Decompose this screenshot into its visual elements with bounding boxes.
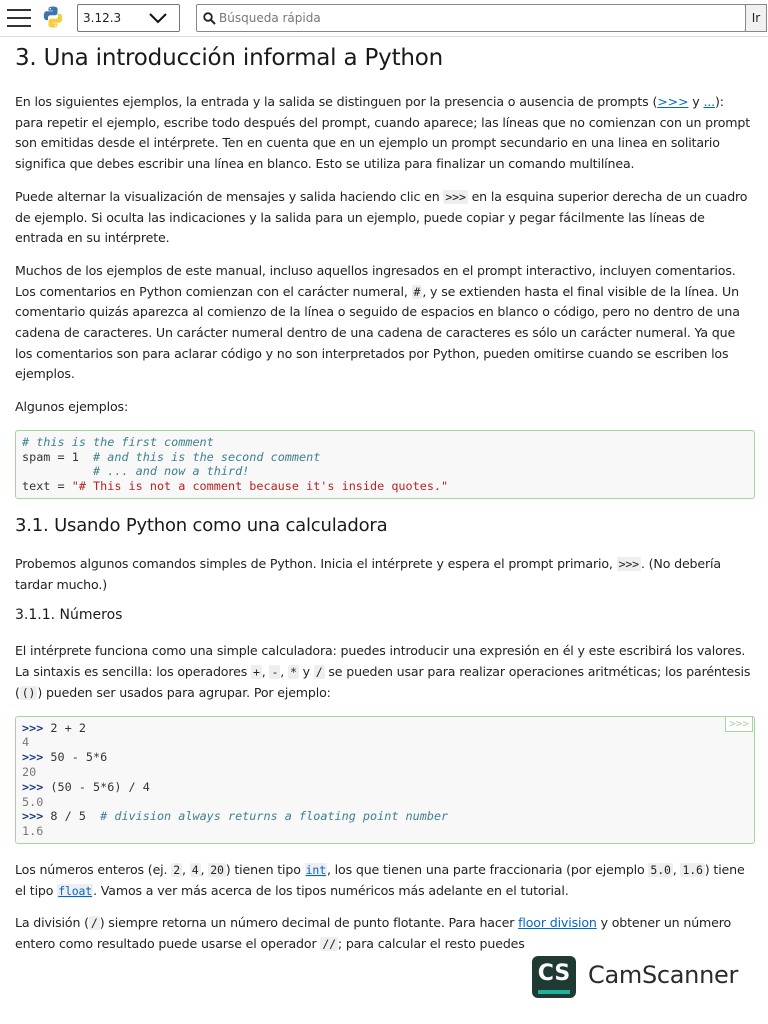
floor-division-link[interactable]: floor division xyxy=(518,915,597,931)
code-text: text = xyxy=(22,479,72,494)
code-prompt: >>> xyxy=(22,750,44,765)
text: , xyxy=(672,861,681,877)
subsection-paragraph xyxy=(15,641,755,703)
text: , los que tienen una parte fraccionaria (por ejemplo xyxy=(326,861,649,877)
intro-paragraph-3 xyxy=(15,261,755,385)
code-text: 8 / 5 xyxy=(50,809,101,824)
text: , xyxy=(182,861,190,877)
text: , xyxy=(200,861,209,877)
ellipsis-link[interactable]: ... xyxy=(703,94,716,109)
text: ) tienen tipo xyxy=(225,861,305,877)
inline-code: 2 xyxy=(173,862,180,877)
text: Probemos algunos comandos simples de Python. Inicia el intérprete y espera el prompt primario, xyxy=(15,556,617,572)
code-comment: # this is the first comment xyxy=(22,434,214,449)
go-button[interactable]: Ir xyxy=(745,4,767,32)
text: ; para calcular el resto puedes xyxy=(337,936,525,952)
toggle-prompt-button[interactable]: >>> xyxy=(725,717,753,732)
code-text xyxy=(22,464,93,478)
text: , xyxy=(280,664,288,680)
code-comment: # division always returns a floating point number xyxy=(100,809,449,824)
inline-code: 4 xyxy=(191,862,199,877)
text: y xyxy=(298,664,314,680)
code-output: 20 xyxy=(22,764,37,779)
inline-code: 5.0 xyxy=(650,862,671,877)
text: El intérprete funciona como una simple calculadora: puedes introducir una expresión en él y este escribirá los valores. La sintaxis es sencilla: los operadores xyxy=(15,643,746,680)
inline-code: 20 xyxy=(210,862,224,877)
page-title: 3. Una introducción informal a Python xyxy=(15,45,444,71)
text: en la esquina superior derecha de un cuadro de ejemplo. Si oculta las indicaciones y la salida para un ejemplo, puede copiar y pegar fácilmente las líneas de entrada en su intérprete. xyxy=(15,188,748,246)
text: , xyxy=(261,664,270,680)
main-content xyxy=(15,42,755,967)
text: y obtener un número entero como resultado puede usarse el operador xyxy=(15,915,732,952)
inline-code: * xyxy=(289,665,297,680)
subsection-title: 3.1.1. Números xyxy=(15,607,123,624)
camscanner-logo-icon xyxy=(532,956,576,998)
intro-paragraph-2 xyxy=(15,187,755,249)
code-output: 1.6 xyxy=(22,824,44,839)
inline-code: / xyxy=(315,665,323,680)
intro-paragraph-1 xyxy=(15,92,755,175)
inline-code: # xyxy=(413,284,421,299)
text: Muchos de los ejemplos de este manual, incluso aquellos ingresados en el prompt interactivo, incluyen comentarios. Los comentarios en Python comienzan con el carácter numeral, xyxy=(15,262,736,299)
code-prompt: >>> xyxy=(22,779,44,794)
prompt-link[interactable]: >>> xyxy=(657,94,689,109)
watermark-badge: CS xyxy=(537,961,571,986)
inline-code: - xyxy=(271,665,279,680)
text: La división ( xyxy=(15,915,89,931)
code-text: 50 - 5*6 xyxy=(50,750,108,765)
text: Puede alternar la visualización de mensajes y salida haciendo clic en xyxy=(15,188,444,204)
text: , y se extienden hasta el final visible de la línea. Un comentario quizás aparezca al comienzo de la línea o seguido de espacios en blanco o código, pero no dentro de una cadena de caracteres. Un carácter numeral dentro de una cadena de caracteres es sólo un carácter numeral. Ya que los comentarios son para aclarar código y no son interpretados por Python, pueden omitirse cuando se escriben los ejemplos. xyxy=(15,283,740,382)
section-title: 3.1. Usando Python como una calculadora xyxy=(15,515,388,537)
intro-paragraph-4: Algunos ejemplos: xyxy=(15,399,129,415)
text: ) tiene el tipo xyxy=(15,861,745,898)
code-string: "# This is not a comment because it's inside quotes." xyxy=(71,479,449,494)
top-bar xyxy=(0,0,768,37)
code-block-calculator xyxy=(15,716,755,844)
inline-code: () xyxy=(21,685,36,700)
code-comment: # and this is the second comment xyxy=(93,449,321,464)
code-output: 4 xyxy=(22,735,30,750)
section-paragraph xyxy=(15,554,755,595)
version-select[interactable] xyxy=(77,4,180,32)
version-value: 3.12.3 xyxy=(83,11,122,25)
text: Los números enteros (ej. xyxy=(15,861,172,877)
text: se pueden usar para realizar operaciones aritméticas; los paréntesis ( xyxy=(15,664,751,700)
inline-code: >>> xyxy=(618,557,639,572)
search-icon xyxy=(203,12,216,25)
float-link[interactable]: float xyxy=(58,883,93,898)
code-block-comments xyxy=(15,430,755,499)
division-paragraph xyxy=(15,913,755,954)
text: y xyxy=(688,94,704,109)
camscanner-watermark xyxy=(532,955,752,999)
code-prompt: >>> xyxy=(22,809,44,824)
code-text: (50 - 5*6) / 4 xyxy=(50,779,150,794)
inline-code: // xyxy=(322,937,336,952)
watermark-text: CamScanner xyxy=(588,961,739,989)
text: ): para repetir el ejemplo, escribe todo después del prompt, cuando aparece; las líneas que no comienzan con un prompt son emitidas desde el intérprete. Ten en cuenta que en un ejemplo un prompt secundario en una linea en solitario significa que debes escribir una línea en blanco. Esto se utiliza para finalizar un comando multilínea. xyxy=(15,94,751,172)
search-box xyxy=(196,4,746,32)
code-comment: # ... and now a third! xyxy=(93,464,250,479)
text: ) siempre retorna un número decimal de punto flotante. Para hacer xyxy=(99,915,519,931)
text: En los siguientes ejemplos, la entrada y la salida se distinguen por la presencia o ausencia de prompts ( xyxy=(15,94,658,109)
inline-code: / xyxy=(90,916,98,931)
inline-code: + xyxy=(252,665,260,680)
code-prompt: >>> xyxy=(22,720,44,735)
text: . Vamos a ver más acerca de los tipos numéricos más adelante en el tutorial. xyxy=(93,882,569,898)
inline-code: >>> xyxy=(445,189,466,204)
int-float-paragraph xyxy=(15,860,755,901)
text: . (No debería tardar mucho.) xyxy=(15,556,721,592)
code-output: 5.0 xyxy=(22,794,44,809)
menu-icon[interactable] xyxy=(7,9,31,27)
code-text: 2 + 2 xyxy=(50,720,86,735)
search-input[interactable] xyxy=(219,8,719,28)
chevron-down-icon xyxy=(148,11,168,25)
python-logo-icon[interactable] xyxy=(41,5,65,29)
text: ) pueden ser usados para agrupar. Por ejemplo: xyxy=(37,684,331,700)
inline-code: 1.6 xyxy=(682,862,703,877)
code-text: spam = 1 xyxy=(22,449,94,464)
int-link[interactable]: int xyxy=(305,862,326,877)
